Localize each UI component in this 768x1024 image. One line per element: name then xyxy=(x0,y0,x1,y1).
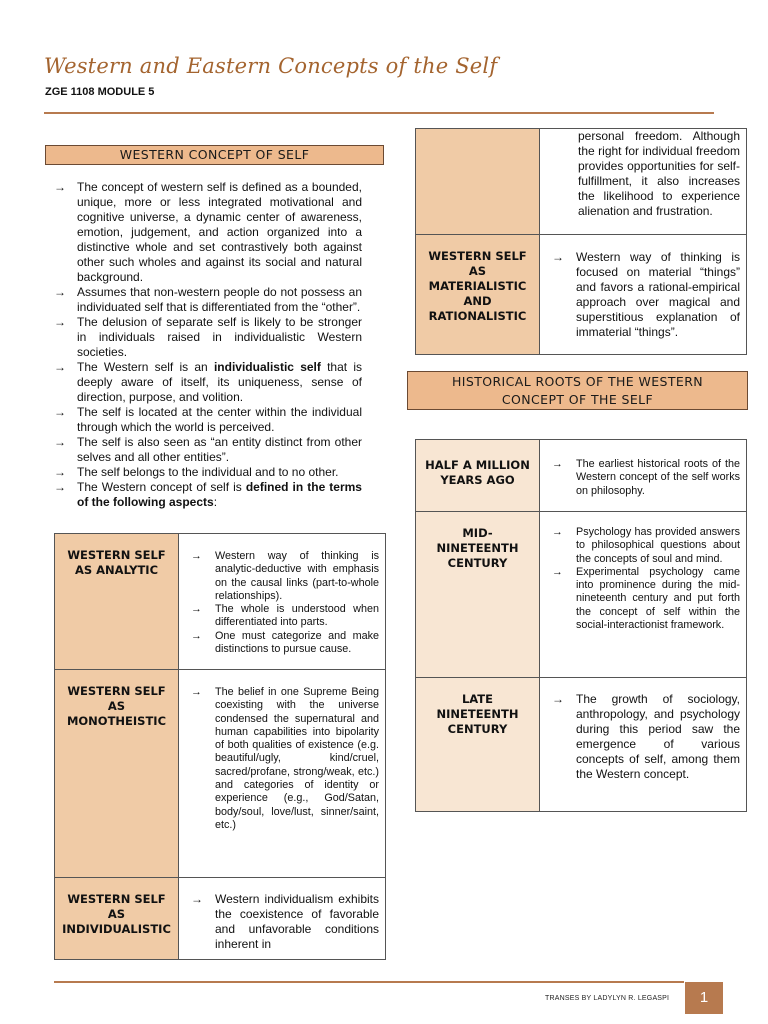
period-description xyxy=(540,678,747,812)
table-row xyxy=(55,534,386,670)
western-aspects-table xyxy=(54,533,386,960)
list-item: → One must categorize and make distinctions to pursue cause. xyxy=(191,630,379,657)
list-item: → The earliest historical roots of the Western concept of the self works on philosophy. xyxy=(552,458,740,498)
document-title: Western and Eastern Concepts of the Self xyxy=(44,54,498,78)
list-item: → Western way of thinking is analytic-deductive with emphasis on the causal links (part-to-whole relationships). xyxy=(191,550,379,603)
table-row xyxy=(55,670,386,878)
aspect-description-continued: personal freedom. Although the right for individual freedom provides opportunities for self-fulfillment, it also increases the likelihood to experience alienation and frustration. xyxy=(540,129,747,235)
historical-roots-heading-line2: CONCEPT OF THE SELF xyxy=(501,392,654,407)
aspect-description xyxy=(179,534,386,670)
table-row xyxy=(416,678,747,812)
list-item: → Psychology has provided answers to philosophical questions about the concepts of soul and mind. xyxy=(552,526,740,566)
period-description xyxy=(540,440,747,512)
aspect-label: WESTERN SELF AS ANALYTIC xyxy=(55,534,179,670)
bullet-item: → The self belongs to the individual and to no other. xyxy=(54,465,362,480)
historical-roots-heading xyxy=(407,371,748,410)
western-aspects-continued-table xyxy=(415,128,747,355)
western-concept-heading-text: WESTERN CONCEPT OF SELF xyxy=(119,147,310,162)
period-label: LATE NINETEENTH CENTURY xyxy=(416,678,540,812)
aspect-description xyxy=(179,670,386,878)
bullet-item: → Assumes that non-western people do not possess an individuated self that is differentiated from the “other”. xyxy=(54,285,362,315)
period-label: MID-NINETEENTH CENTURY xyxy=(416,512,540,678)
historical-roots-heading-line1: HISTORICAL ROOTS OF THE WESTERN xyxy=(451,374,704,389)
table-row xyxy=(416,235,747,355)
historical-roots-table xyxy=(415,439,747,812)
table-row xyxy=(416,512,747,678)
table-row xyxy=(416,440,747,512)
aspect-label: WESTERN SELF AS MATERIALISTIC AND RATIONALISTIC xyxy=(416,235,540,355)
western-concept-bullets xyxy=(54,180,362,510)
bullet-item: → The Western concept of self is defined in the terms of the following aspects: xyxy=(54,480,362,510)
aspect-label-empty xyxy=(416,129,540,235)
bullet-item: → The self is also seen as “an entity distinct from other selves and all other entities”. xyxy=(54,435,362,465)
footer-credit: TRANSES BY LADYLYN R. LEGASPI xyxy=(545,995,670,1002)
list-item: → The belief in one Supreme Being coexisting with the universe condensed the supernatural and human capabilities into bipolarity of both qualities of existence (e.g. beautiful/ugly, kind/cruel, sacred/profane, strong/weak, etc.) and categories of identity or experience (e.g., God/Satan, body/soul, love/lust, sinner/saint, etc.) xyxy=(191,686,379,832)
list-item: → Experimental psychology came into prominence during the mid-nineteenth century and put forth the concept of self within the social-interactionist framework. xyxy=(552,566,740,632)
module-code: ZGE 1108 MODULE 5 xyxy=(45,86,155,98)
aspect-label: WESTERN SELF AS INDIVIDUALISTIC xyxy=(55,878,179,960)
bullet-item: → The self is located at the center within the individual through which the world is perceived. xyxy=(54,405,362,435)
period-description xyxy=(540,512,747,678)
list-item: → The growth of sociology, anthropology, and psychology during this period saw the emergence of various concepts of self, among them the Western concept. xyxy=(552,692,740,782)
aspect-description xyxy=(540,235,747,355)
period-label: HALF A MILLION YEARS AGO xyxy=(416,440,540,512)
aspect-label: WESTERN SELF AS MONOTHEISTIC xyxy=(55,670,179,878)
aspect-description xyxy=(179,878,386,960)
page-number: 1 xyxy=(685,982,723,1014)
footer-divider xyxy=(54,981,684,983)
list-item: → The whole is understood when differentiated into parts. xyxy=(191,603,379,630)
bullet-item: → The concept of western self is defined as a bounded, unique, more or less integrated motivational and cognitive universe, a dynamic center of awareness, emotion, judgement, and action organized into a distinctive whole and set contrastively both against other such wholes and against its social and natural background. xyxy=(54,180,362,285)
table-row xyxy=(55,878,386,960)
list-item: → Western individualism exhibits the coexistence of favorable and unfavorable conditions inherent in xyxy=(191,892,379,952)
bullet-item: → The delusion of separate self is likely to be stronger in individuals raised in individualistic Western societies. xyxy=(54,315,362,360)
header-divider xyxy=(44,112,714,114)
list-item: → Western way of thinking is focused on material “things” and favors a rational-empirical approach over magical and superstitious explanation of immaterial “things”. xyxy=(552,250,740,340)
table-row xyxy=(416,129,747,235)
western-concept-heading xyxy=(45,145,384,165)
bullet-item: → The Western self is an individualistic self that is deeply aware of itself, its uniqueness, sense of direction, purpose, and volition. xyxy=(54,360,362,405)
